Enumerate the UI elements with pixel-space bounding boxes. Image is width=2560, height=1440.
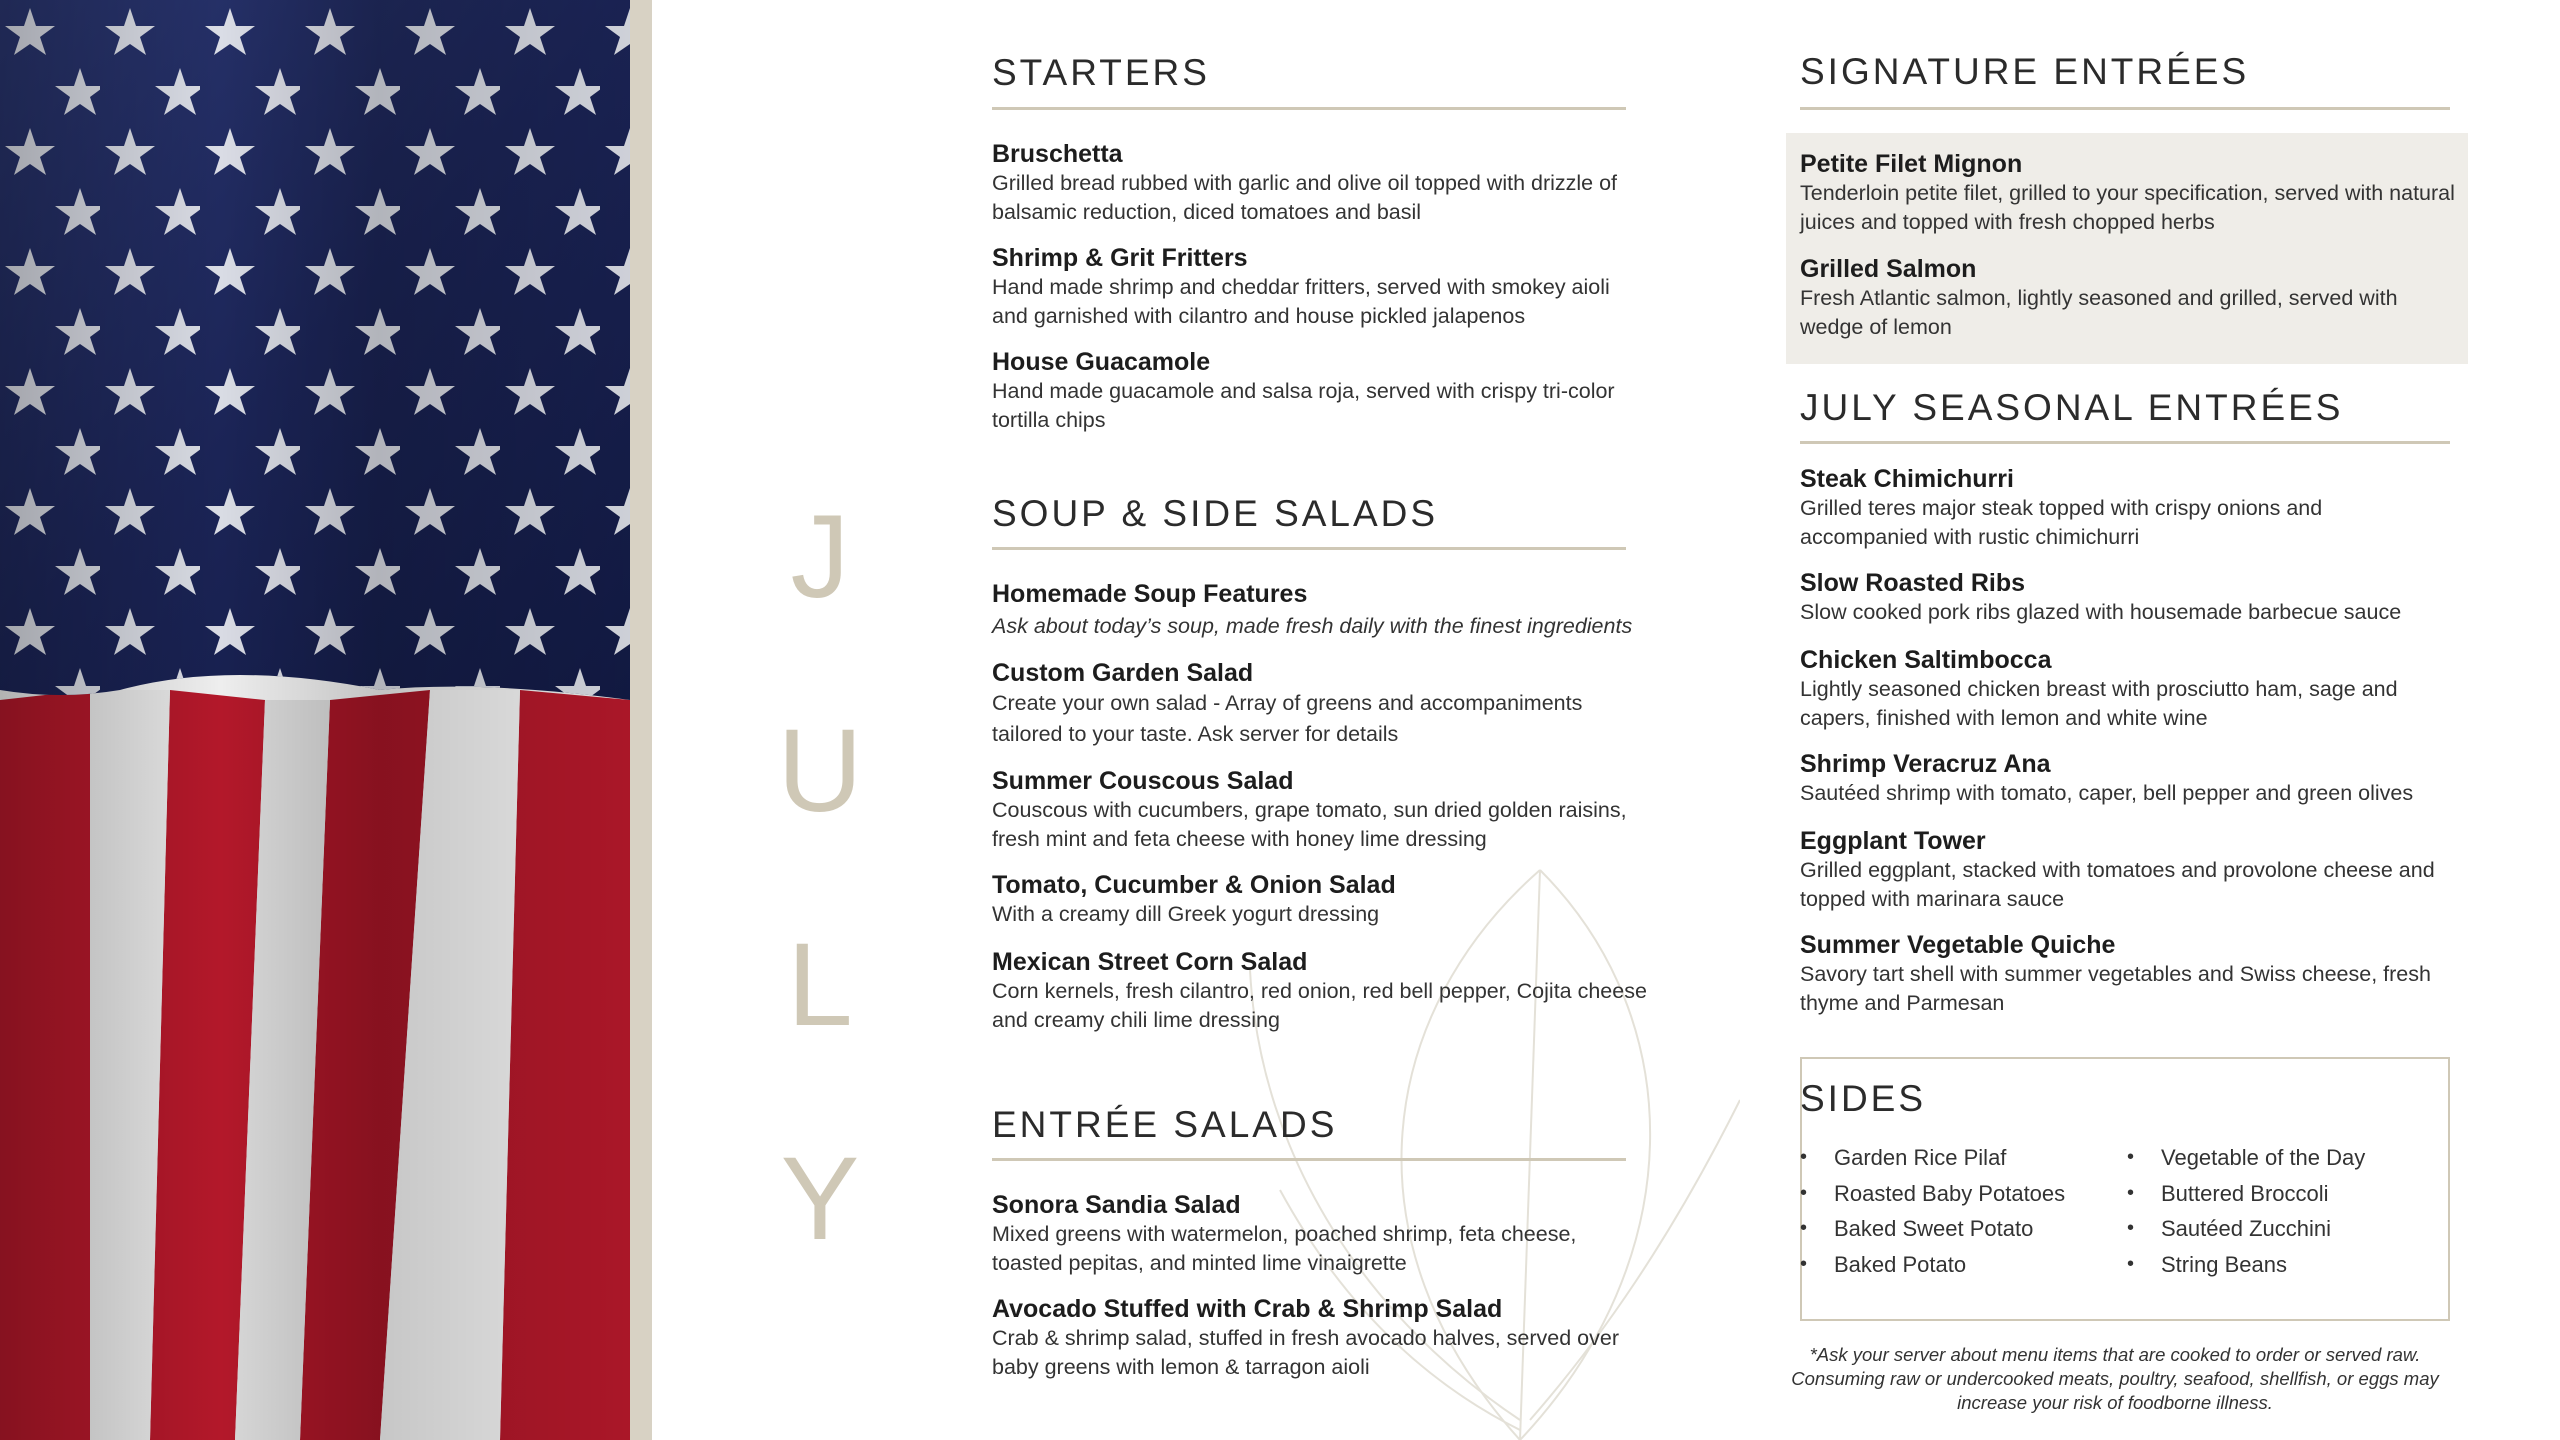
- menu-item-description: Tenderloin petite filet, grilled to your specification, served with natural juices and topped with fresh chopped herbs: [1800, 181, 2455, 234]
- menu-item: [1800, 568, 2455, 627]
- menu-item-name: Steak Chimichurri: [1800, 465, 2014, 493]
- menu-item: [992, 1190, 1632, 1278]
- menu-item-name: Slow Roasted Ribs: [1800, 569, 2026, 597]
- menu-item-name: Bruschetta: [992, 140, 1123, 168]
- menu-item: [1800, 645, 2440, 733]
- menu-item: [1800, 749, 2455, 808]
- menu-item-name: Shrimp Veracruz Ana: [1800, 750, 2051, 778]
- menu-item-description: Fresh Atlantic salmon, lightly seasoned and grilled, served with wedge of lemon: [1800, 286, 2398, 339]
- menu-item-name: Custom Garden Salad: [992, 659, 1254, 687]
- list-item: • Sautéed Zucchini: [2127, 1211, 2365, 1247]
- menu-item-description: Grilled eggplant, stacked with tomatoes and provolone cheese and topped with marinara sauce: [1800, 858, 2435, 911]
- menu-item: [992, 870, 1652, 929]
- menu-item-description: Crab & shrimp salad, stuffed in fresh avocado halves, served over baby greens with lemon & tarragon aioli: [992, 1326, 1620, 1379]
- section-title-soups: SOUP & SIDE SALADS: [992, 493, 1439, 534]
- menu-item: [992, 1294, 1642, 1382]
- section-divider: [992, 547, 1626, 550]
- month-letter: J: [790, 491, 850, 623]
- menu-item: [1800, 826, 2455, 914]
- section-divider: [1800, 107, 2450, 110]
- menu-item-name: House Guacamole: [992, 348, 1211, 376]
- menu-item-name: Summer Couscous Salad: [992, 767, 1294, 795]
- sides-list-left: [1800, 1140, 2065, 1282]
- list-item: • Roasted Baby Potatoes: [1800, 1176, 2065, 1212]
- flag-border-bar: [630, 0, 652, 1440]
- menu-item-name: Chicken Saltimbocca: [1800, 646, 2052, 674]
- menu-item-description: With a creamy dill Greek yogurt dressing: [992, 902, 1380, 926]
- menu-item-description: Corn kernels, fresh cilantro, red onion, red bell pepper, Cojita cheese and creamy chili lime dressing: [992, 979, 1647, 1032]
- menu-item: [1800, 254, 2440, 342]
- section-title-seasonal-entrees: JULY SEASONAL ENTRÉES: [1800, 387, 2344, 428]
- menu-item-name: Avocado Stuffed with Crab & Shrimp Salad: [992, 1295, 1503, 1323]
- menu-item: [992, 658, 1632, 750]
- menu-item-description: Hand made shrimp and cheddar fritters, served with smokey aioli and garnished with cilantro and house pickled jalapenos: [992, 275, 1610, 328]
- american-flag-image: [0, 0, 630, 1440]
- section-title-entree-salads: ENTRÉE SALADS: [992, 1104, 1338, 1145]
- sides-list-right: [2127, 1140, 2365, 1282]
- menu-item-description: Sautéed shrimp with tomato, caper, bell pepper and green olives: [1800, 781, 2414, 805]
- menu-item: [992, 579, 1660, 641]
- menu-item-name: Mexican Street Corn Salad: [992, 948, 1308, 976]
- menu-item-description: Savory tart shell with summer vegetables and Swiss cheese, fresh thyme and Parmesan: [1800, 962, 2431, 1015]
- section-divider: [992, 1158, 1626, 1161]
- menu-item: [992, 766, 1652, 854]
- section-title-signature-entrees: SIGNATURE ENTRÉES: [1800, 51, 2250, 92]
- disclaimer-text: *Ask your server about menu items that are cooked to order or served raw. Consuming raw or undercooked meats, poultry, seafood, shellfish, or eggs may increase your risk of foodborne illness.: [1791, 1344, 2439, 1413]
- menu-item: [992, 243, 1647, 331]
- menu-item: [1800, 149, 2455, 237]
- list-item: • String Beans: [2127, 1247, 2365, 1283]
- section-divider: [992, 107, 1626, 110]
- menu-item-description: Lightly seasoned chicken breast with prosciutto ham, sage and capers, finished with lemon and white wine: [1800, 677, 2398, 730]
- list-item: • Buttered Broccoli: [2127, 1176, 2365, 1212]
- menu-item-name: Grilled Salmon: [1800, 255, 1977, 283]
- menu-item-name: Summer Vegetable Quiche: [1800, 931, 2116, 959]
- menu-item-name: Eggplant Tower: [1800, 827, 1986, 855]
- menu-item-description: Couscous with cucumbers, grape tomato, sun dried golden raisins, fresh mint and feta cheese with honey lime dressing: [992, 798, 1627, 851]
- month-letter: Y: [780, 1133, 860, 1265]
- menu-item-name: Shrimp & Grit Fritters: [992, 244, 1248, 272]
- section-title-sides: SIDES: [1800, 1078, 1927, 1119]
- menu-item: [1800, 464, 2400, 552]
- menu-item-name: Petite Filet Mignon: [1800, 150, 2023, 178]
- month-title: [777, 450, 863, 1306]
- menu-item: [992, 947, 1664, 1035]
- list-item: • Baked Sweet Potato: [1800, 1211, 2065, 1247]
- month-letter: U: [777, 705, 863, 837]
- section-title-starters: STARTERS: [992, 52, 1210, 93]
- list-item: • Vegetable of the Day: [2127, 1140, 2365, 1176]
- menu-item-description: Grilled bread rubbed with garlic and olive oil topped with drizzle of balsamic reduction, diced tomatoes and basil: [992, 171, 1618, 224]
- month-letter: L: [787, 919, 853, 1051]
- menu-item-description: Mixed greens with watermelon, poached shrimp, feta cheese, toasted pepitas, and minted lime vinaigrette: [992, 1222, 1577, 1275]
- list-item: • Baked Potato: [1800, 1247, 2065, 1283]
- menu-item-name: Sonora Sandia Salad: [992, 1191, 1241, 1219]
- list-item: • Garden Rice Pilaf: [1800, 1140, 2065, 1176]
- menu-item-description: Create your own salad - Array of greens and accompaniments tailored to your taste. Ask server for details: [992, 691, 1583, 746]
- menu-item-description: Ask about today’s soup, made fresh daily with the finest ingredients: [992, 614, 1633, 638]
- menu-item-description: Grilled teres major steak topped with crispy onions and accompanied with rustic chimichurri: [1800, 496, 2323, 549]
- menu-item-name: Homemade Soup Features: [992, 580, 1308, 608]
- menu-item: [992, 139, 1660, 227]
- menu-item: [1800, 930, 2455, 1018]
- menu-item: [992, 347, 1632, 435]
- menu-item-description: Hand made guacamole and salsa roja, served with crispy tri-color tortilla chips: [992, 379, 1615, 432]
- menu-item-name: Tomato, Cucumber & Onion Salad: [992, 871, 1396, 899]
- menu-item-description: Slow cooked pork ribs glazed with housemade barbecue sauce: [1800, 600, 2402, 624]
- section-divider: [1800, 441, 2450, 444]
